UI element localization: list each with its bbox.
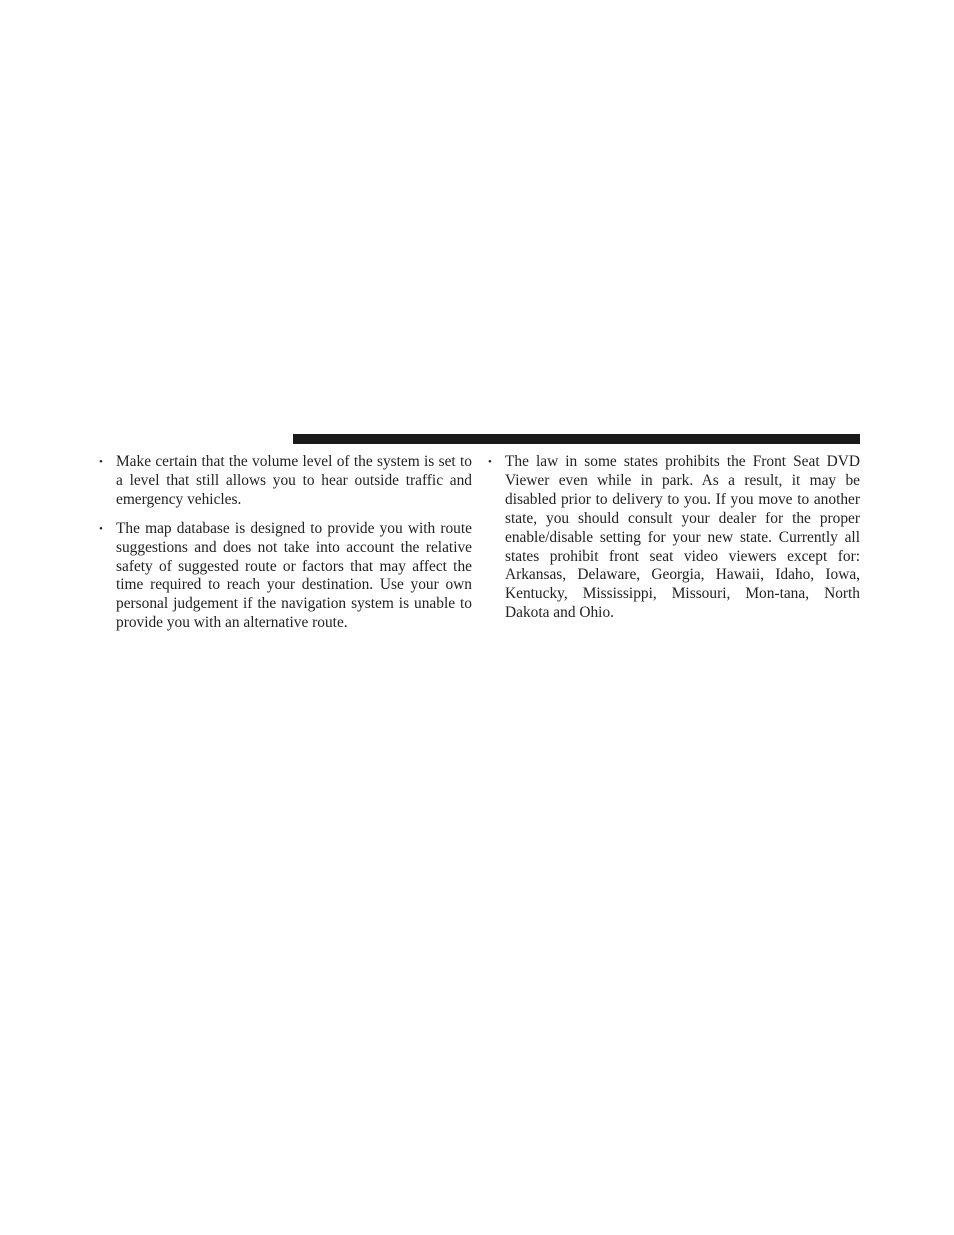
bullet-icon: • [99,522,103,535]
bullet-icon: • [488,456,492,468]
bullet-item-map-database [96,520,472,633]
bullet-text: Make certain that the volume level of the system is set to a level that still allows you to hear outside traffic and emergency vehicles. [116,453,472,508]
right-column [485,453,860,633]
bullet-item-volume-level [96,453,472,510]
left-column [96,453,472,643]
bullet-item-dvd-law [485,453,860,623]
bullet-text: The map database is designed to provide you with route suggestions and does not take into account the relative safety of suggested route or factors that may affect the time required to reach your destination. Use your own personal judgement if the navigation system is unable to provide you with an alternative route. [116,519,472,632]
bullet-text: The law in some states prohibits the Front Seat DVD Viewer even while in park. As a result, it may be disabled prior to delivery to you. If you move to another state, you should consult your dealer for the proper enable/disable setting for your new state. Currently all states prohibit front seat video viewers except for: Arkansas, Delaware, Georgia, Hawaii, Idaho, Iowa, Kentucky, Mississippi, Missouri, Mon-tana, North Dakota and Ohio. [505,453,860,622]
bullet-icon: • [99,456,103,468]
header-rule [293,434,860,444]
